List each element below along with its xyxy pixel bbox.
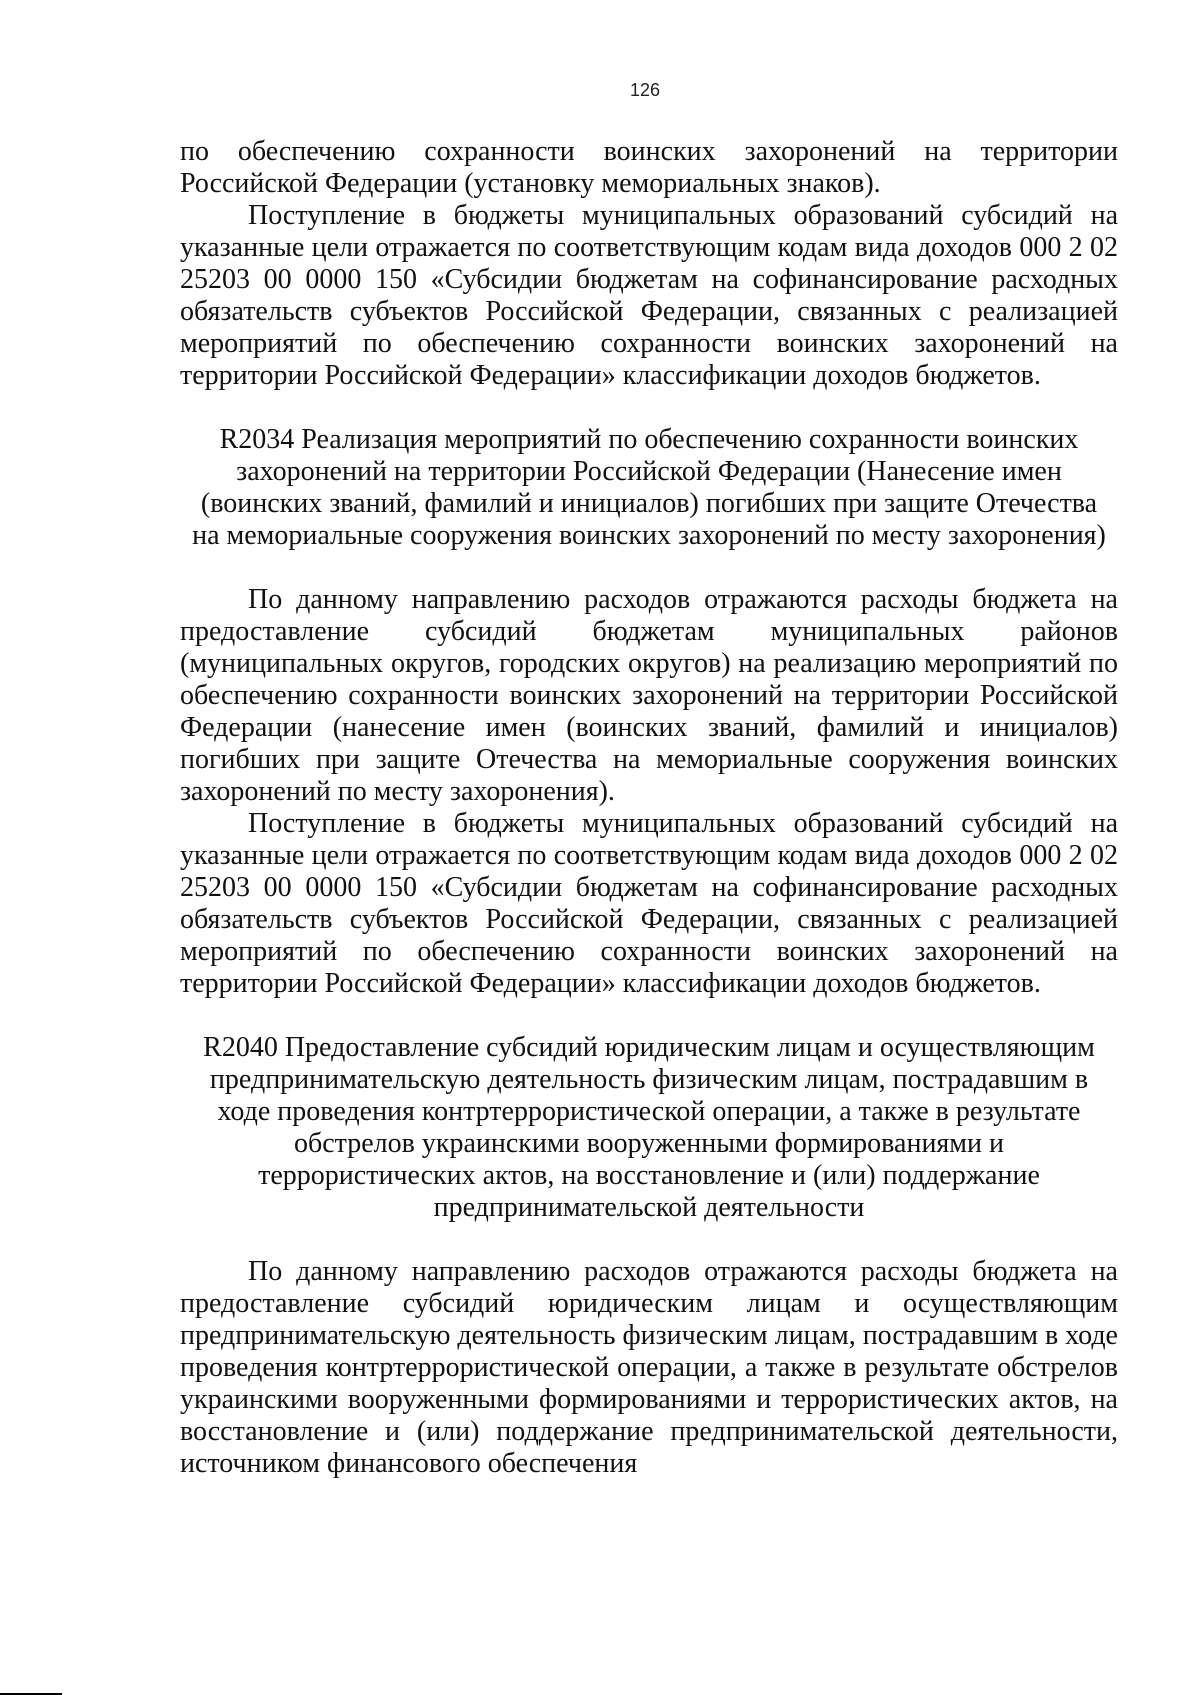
section-heading-r2040: R2040 Предоставление субсидий юридическим лицам и осуществляющим предпринимательскую деятельность физическим лицам, пострадавшим в ходе проведения контртеррористической операции, а также в результате обстрелов украинскими вооруженными формированиями и террористических актов, на восстановление и (или) поддержание предпринимательской деятельности bbox=[203, 1032, 1095, 1223]
document-body bbox=[180, 136, 1118, 1480]
paragraph-r2034-description: По данному направлению расходов отражаются расходы бюджета на предоставление субсидий бюджетам муниципальных районов (муниципальных округов, городских округов) на реализацию мероприятий по обеспечению сохранности воинских захоронений на территории Российской Федерации (нанесение имен (воинских званий, фамилий и инициалов) погибших при защите Отечества на мемориальные сооружения воинских захоронений по месту захоронения). bbox=[180, 584, 1118, 807]
paragraph-r2040-description: По данному направлению расходов отражаются расходы бюджета на предоставление субсидий юридическим лицам и осуществляющим предпринимательскую деятельность физическим лицам, пострадавшим в ходе проведения контртеррористической операции, а также в результате обстрелов украинскими вооруженными формированиями и террористических актов, на восстановление и (или) поддержание предпринимательской деятельности, источником финансового обеспечения bbox=[180, 1256, 1118, 1479]
spacer bbox=[180, 1000, 1118, 1032]
section-heading-r2034: R2034 Реализация мероприятий по обеспечению сохранности воинских захоронений на территории Российской Федерации (Нанесение имен (воинских званий, фамилий и инициалов) погибших при защите Отечества на мемориальные сооружения воинских захоронений по месту захоронения) bbox=[192, 424, 1106, 551]
spacer bbox=[180, 1224, 1118, 1256]
spacer bbox=[180, 392, 1118, 424]
spacer bbox=[180, 552, 1118, 584]
paragraph-revenue-receipt-1: Поступление в бюджеты муниципальных образований субсидий на указанные цели отражается по соответствующим кодам вида доходов 000 2 02 25203 00 0000 150 «Субсидии бюджетам на софинансирование расходных обязательств субъектов Российской Федерации, связанных с реализацией мероприятий по обеспечению сохранности воинских захоронений на территории Российской Федерации» классификации доходов бюджетов. bbox=[180, 200, 1118, 391]
paragraph-revenue-receipt-2: Поступление в бюджеты муниципальных образований субсидий на указанные цели отражается по соответствующим кодам вида доходов 000 2 02 25203 00 0000 150 «Субсидии бюджетам на софинансирование расходных обязательств субъектов Российской Федерации, связанных с реализацией мероприятий по обеспечению сохранности воинских захоронений на территории Российской Федерации» классификации доходов бюджетов. bbox=[180, 808, 1118, 999]
page-number: 126 bbox=[629, 80, 661, 100]
paragraph-continuation: по обеспечению сохранности воинских захоронений на территории Российской Федерации (установку мемориальных знаков). bbox=[180, 136, 1118, 199]
